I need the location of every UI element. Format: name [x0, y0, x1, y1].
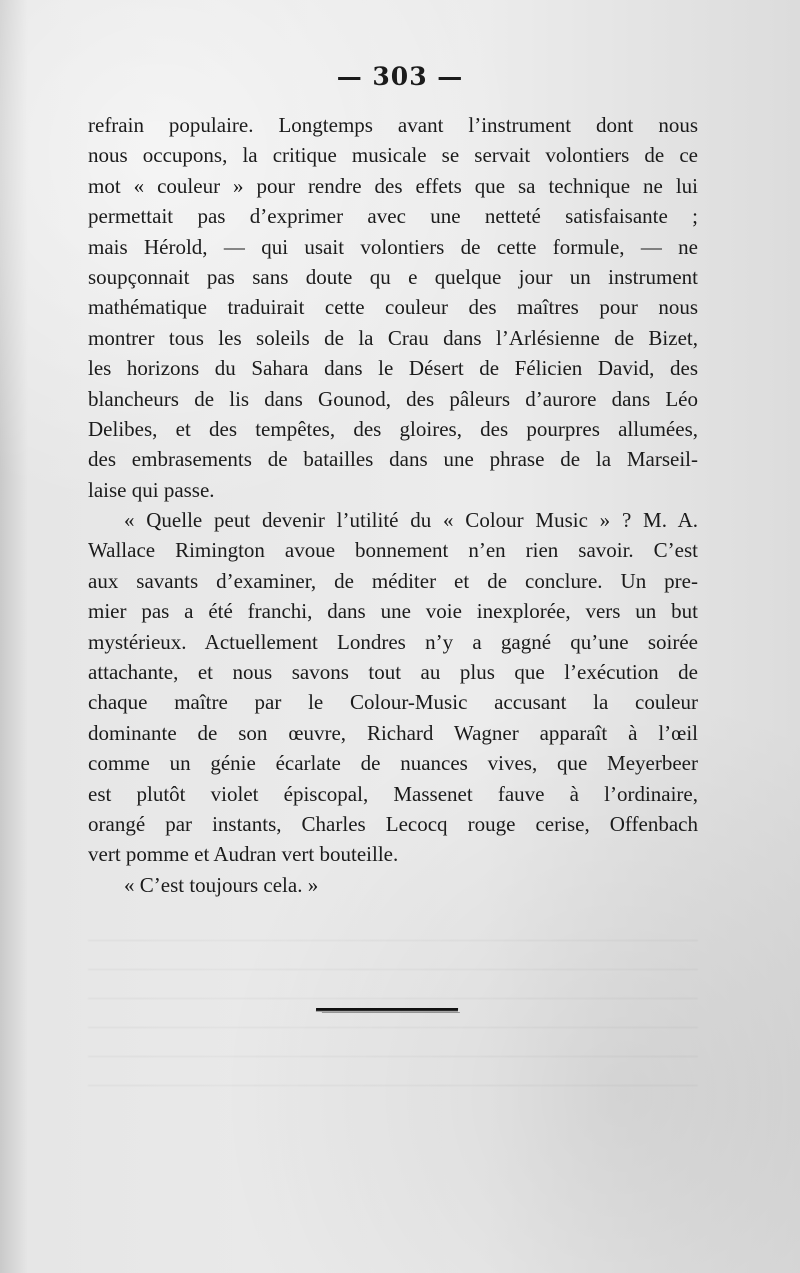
- text-line: des embrasements de batailles dans une phrase de la Marseil-: [88, 447, 698, 472]
- bleed-through-text: [88, 940, 698, 1090]
- text-line: dominante de son œuvre, Richard Wagner apparaît à l’œil: [88, 720, 698, 745]
- text-line: mathématique traduirait cette couleur des maîtres pour nous: [88, 295, 698, 320]
- text-line: mystérieux. Actuellement Londres n’y a gagné qu’une soirée: [88, 629, 698, 654]
- text-line: refrain populaire. Longtemps avant l’instrument dont nous: [88, 113, 698, 137]
- text-line: permettait pas d’exprimer avec une netteté satisfaisante ;: [88, 204, 698, 229]
- text-line: Wallace Rimington avoue bonnement n’en rien savoir. C’est: [88, 538, 698, 563]
- paragraph-3: [88, 870, 698, 900]
- text-line: « C’est toujours cela. »: [124, 872, 319, 897]
- text-line: les horizons du Sahara dans le Désert de Félicien David, des: [88, 356, 698, 381]
- text-line: montrer tous les soleils de la Crau dans l’Arlésienne de Bizet,: [88, 325, 698, 350]
- text-line: « Quelle peut devenir l’utilité du « Colour Music » ? M. A.: [124, 508, 698, 533]
- text-line: laise qui passe.: [88, 477, 215, 502]
- text-line: nous occupons, la critique musicale se servait volontiers de ce: [88, 143, 698, 168]
- text-line: chaque maître par le Colour-Music accusant la couleur: [88, 690, 698, 715]
- text-line: comme un génie écarlate de nuances vives, que Meyerbeer: [88, 751, 698, 776]
- text-line: mot « couleur » pour rendre des effets que sa technique ne lui: [88, 173, 698, 198]
- page-number: — 303 —: [336, 62, 464, 91]
- text-line: orangé par instants, Charles Lecocq rouge cerise, Offenbach: [88, 811, 698, 836]
- text-line: mier pas a été franchi, dans une voie inexplorée, vers un but: [88, 599, 698, 624]
- text-line: mais Hérold, — qui usait volontiers de cette formule, — ne: [88, 234, 698, 259]
- text-line: soupçonnait pas sans doute qu e quelque jour un instrument: [88, 264, 698, 289]
- text-line: attachante, et nous savons tout au plus que l’exécution de: [88, 660, 698, 685]
- text-line: aux savants d’examiner, de méditer et de conclure. Un pre-: [88, 568, 698, 593]
- text-line: vert pomme et Audran vert bouteille.: [88, 842, 399, 867]
- section-divider: [316, 1008, 458, 1012]
- main-text: [88, 110, 698, 900]
- paragraph-1: [88, 110, 698, 505]
- paragraph-2: [88, 505, 698, 870]
- text-line: est plutôt violet épiscopal, Massenet fauve à l’ordinaire,: [88, 781, 698, 806]
- text-line: blancheurs de lis dans Gounod, des pâleurs d’aurore dans Léo: [88, 386, 698, 411]
- text-line: Delibes, et des tempêtes, des gloires, des pourpres allumées,: [88, 416, 698, 441]
